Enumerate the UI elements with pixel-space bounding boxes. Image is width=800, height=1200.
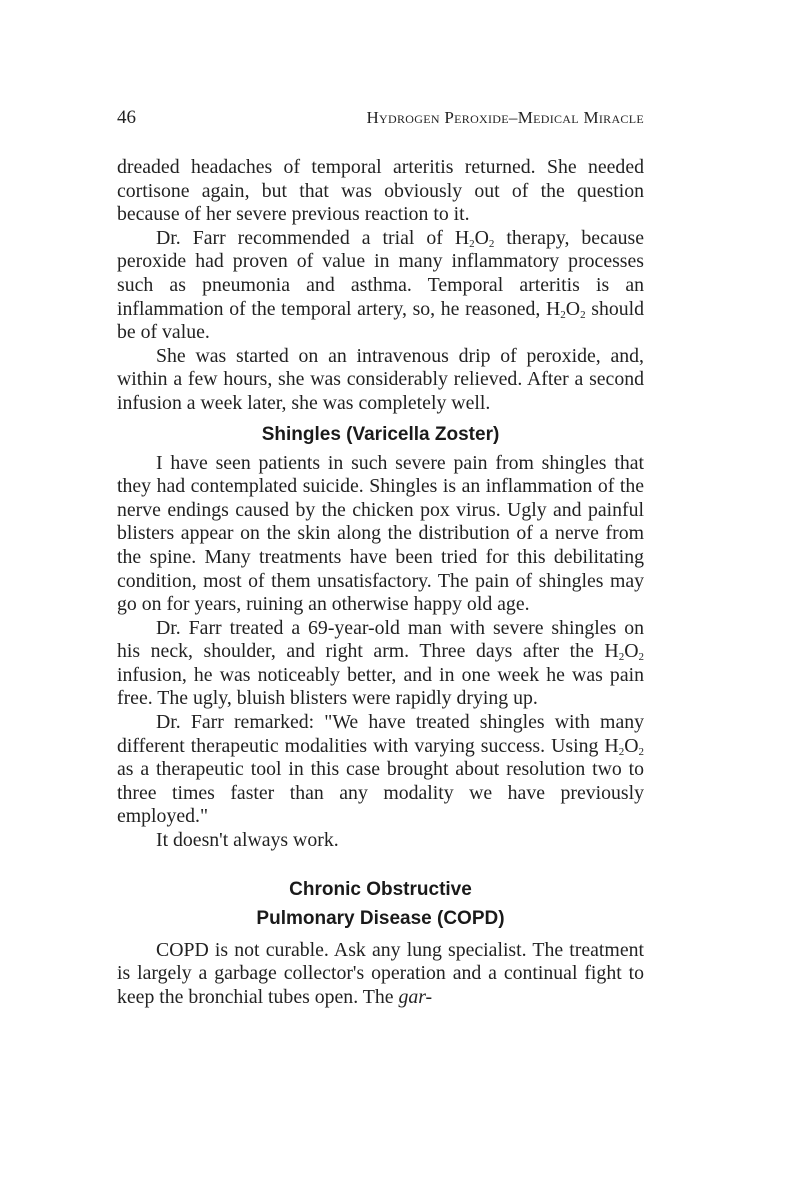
paragraph: I have seen patients in such severe pain from shingles that they had contemplated suicide. Shingles is an inflammation of the nerve endings caused by the chicken pox virus. Ugly and painful blisters appear on the skin along the distribution of a nerve from the spine. Many treatments have been tried for this debilitating condition, most of them unsatisfactory. The pain of shingles may go on for years, ruining an otherwise happy old age. bbox=[117, 451, 644, 616]
paragraph: Dr. Farr treated a 69-year-old man with severe shingles on his neck, shoulder, and right arm. Three days after the $H_2O_2$ infusion, he was noticeably better, and in one week he was pain free. The ugly, bluish blisters were rapidly drying up. bbox=[117, 616, 644, 710]
running-title: Hydrogen Peroxide–Medical Miracle bbox=[366, 108, 644, 127]
page-header bbox=[117, 106, 644, 156]
paragraph: It doesn't always work. bbox=[156, 829, 339, 852]
paragraph: She was started on an intravenous drip of peroxide, and, within a few hours, she was considerably relieved. After a second infusion a week later, she was completely well. bbox=[117, 344, 644, 414]
paragraph: dreaded headaches of temporal arteritis returned. She needed cortisone again, but that was obviously out of the question because of her severe previous reaction to it. bbox=[117, 156, 644, 226]
heading-line: Pulmonary Disease (COPD) bbox=[256, 907, 505, 929]
section-heading: Shingles (Varicella Zoster) bbox=[261, 423, 500, 445]
paragraph: COPD is not curable. Ask any lung specialist. The treatment is largely a garbage collector's operation and a continual fight to keep the bronchial tubes open. The gar- bbox=[117, 938, 644, 1008]
section-heading bbox=[117, 875, 644, 933]
book-page bbox=[117, 106, 644, 1009]
paragraph: Dr. Farr remarked: "We have treated shingles with many different therapeutic modalities with varying success. Using $H_2O_2$ as a therapeutic tool in this case brought about resolution two to three times faster than any modality we have previously employed." bbox=[117, 711, 644, 828]
page-number: 46 bbox=[117, 107, 136, 128]
heading-line: Chronic Obstructive bbox=[289, 878, 472, 900]
paragraph: Dr. Farr recommended a trial of $H_2O_2$ therapy, because peroxide had proven of value in many inflammatory processes such as pneumonia and asthma. Temporal arteritis is an inflammation of the temporal artery, so, he reasoned, $H_2O_2$ should be of value. bbox=[117, 226, 645, 344]
